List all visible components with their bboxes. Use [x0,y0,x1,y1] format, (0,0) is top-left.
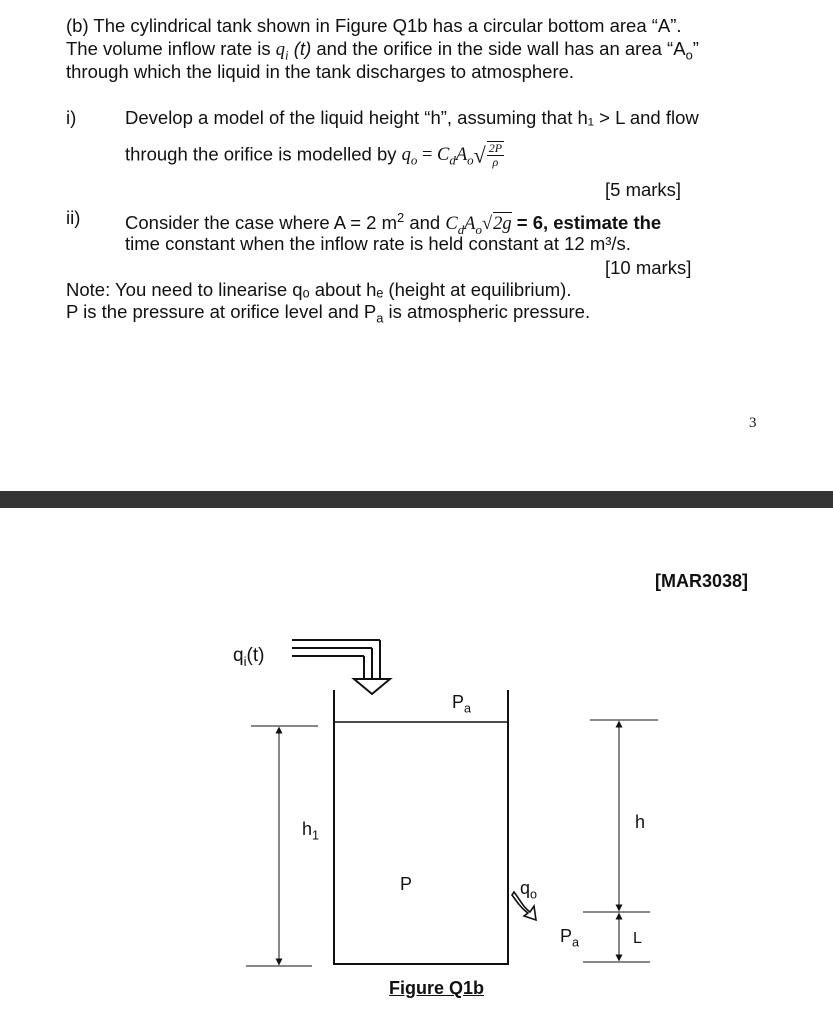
intro-q: q [275,40,286,60]
part-ii-line-1-post: = 6, estimate the [516,212,662,234]
sqrt-sign: √ [473,143,486,168]
formula-q-sub: o [410,153,418,169]
page-number: 3 [749,415,757,431]
pressure-p-label: P [400,874,413,894]
intro-ao-sub: o [685,47,693,63]
intro-line-3: through which the liquid in the tank discharges to atmosphere. [66,61,575,82]
inflow-label: $q_i(t)$ [233,645,265,669]
part-ii-sup: 2 [397,210,405,225]
intro-line-2-pre: The volume inflow rate is [66,38,276,59]
formula2-a-sub: o [475,221,482,237]
part-ii-label: ii) [66,207,81,228]
orifice-flow-formula [401,141,504,169]
part-i-line-1: Develop a model of the liquid height “h”, assuming that h₁ > L and flow [125,107,699,128]
frac-denominator: ρ [492,155,499,169]
formula2-radicand: 2g [493,214,512,235]
part-ii-line-1-pre: Consider the case where A = 2 m [125,212,397,234]
module-code: [MAR3038] [655,571,749,591]
l-label: L [633,930,642,947]
sqrt-body [487,141,504,169]
formula-a-sub: o [467,153,474,169]
pa-out-label: $P_a$ [560,926,580,950]
inflow-arrow-head [354,679,390,694]
part-ii-line-1-mid: and [404,212,441,234]
pa-top-label: $P_a$ [452,692,472,716]
intro-q-sub: i [285,47,289,63]
sqrt-sign-2: √ [481,214,493,235]
formula2-a: A [464,214,476,235]
formula-c: C [437,145,450,166]
h1-dimension [246,726,318,966]
inflow-pipe [292,640,380,680]
tank-walls [334,690,508,964]
frac-numerator: 2P [488,141,503,155]
part-ii-marks: [10 marks] [605,257,692,278]
note-pa-sub: a [376,310,384,326]
h1-label: $h_1$ [302,819,320,843]
part-i-line-2 [125,141,504,172]
formula-a: A [455,145,468,166]
formula-eq: = [417,145,438,166]
formula-c-sub: d [449,153,456,169]
intro-line-2-end: ” [692,38,699,59]
note-line-2 [66,300,590,330]
part-i-label: i) [66,107,77,128]
h-l-dimension [583,720,658,962]
note-line-2-pre: P is the pressure at orifice level and P [66,301,377,322]
figure-caption: Figure Q1b [389,978,485,998]
formula2-c: C [445,214,458,235]
page-divider [0,491,833,508]
intro-line-1: (b) The cylindrical tank shown in Figure Q1b has a circular bottom area “A”. [66,15,682,36]
qo-label: $q_o$ [520,878,538,902]
intro-t: (t) [288,38,312,59]
part-i-line-2-text: through the orifice is modelled by [125,143,397,165]
tank-figure [0,610,833,1024]
note-line-2-post: is atmospheric pressure. [383,301,591,322]
part-i-marks: [5 marks] [605,179,682,200]
h-label: h [635,812,646,832]
intro-line-2-post: and the orifice in the side wall has an area “A [311,38,686,59]
note-line-1: Note: You need to linearise qₒ about hₑ (height at equilibrium). [66,279,572,300]
formula-q: q [401,145,411,166]
formula2-c-sub: d [457,221,465,237]
part-ii-line-2: time constant when the inflow rate is held constant at 12 m³/s. [125,233,631,254]
